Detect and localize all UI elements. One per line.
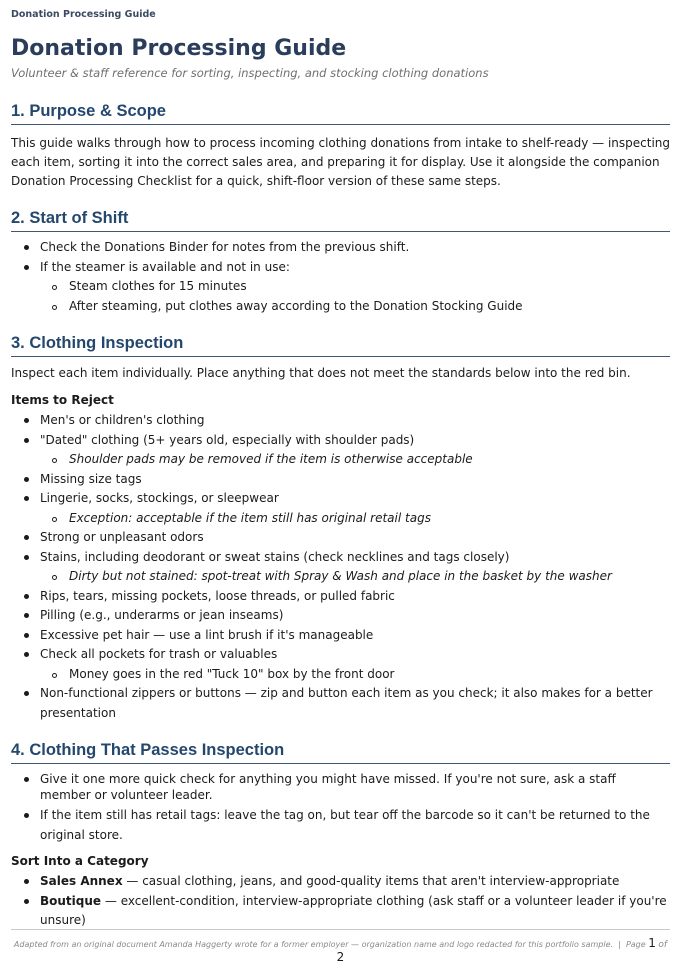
document-title: Donation Processing Guide — [11, 36, 347, 61]
document-subtitle: Volunteer & staff reference for sorting, inspecting, and stocking clothing donations — [11, 66, 489, 80]
page-label: Page — [625, 940, 646, 949]
sub-bullet-list — [11, 450, 670, 470]
category-description: — excellent-condition, interview-appropriate clothing (ask staff or a volunteer leader if you're unsure) — [40, 893, 667, 927]
bullet-list — [11, 528, 670, 567]
section-heading: 2. Start of Shift — [11, 208, 670, 232]
list-item: Steam clothes for 15 minutes — [40, 277, 670, 297]
list-item: Check all pockets for trash or valuables — [11, 645, 670, 665]
sub-bullet-list — [11, 509, 670, 529]
category-list — [11, 872, 670, 931]
list-item: Money goes in the red "Tuck 10" box by the front door — [40, 665, 670, 685]
list-item: Stains, including deodorant or sweat stains (check necklines and tags closely) — [11, 548, 670, 568]
section-heading: 4. Clothing That Passes Inspection — [11, 740, 670, 764]
list-item: Excessive pet hair — use a lint brush if it's manageable — [11, 626, 670, 646]
section-purpose — [11, 101, 670, 191]
bullet-list — [11, 587, 670, 665]
list-item: After steaming, put clothes away according to the Donation Stocking Guide — [40, 297, 670, 317]
list-item: If the item still has retail tags: leave the tag on, but tear off the barcode so it can't be returned to the original store. — [11, 806, 670, 845]
category-name: Sales Annex — [40, 874, 123, 888]
sub-bullet-list — [11, 567, 670, 587]
list-item: Lingerie, socks, stockings, or sleepwear — [11, 489, 670, 509]
section-heading: 3. Clothing Inspection — [11, 333, 670, 357]
list-item: Exception: acceptable if the item still has original retail tags — [40, 509, 670, 529]
page-of-label: of — [658, 940, 668, 950]
list-item: Missing size tags — [11, 470, 670, 490]
page-total: 2 — [336, 950, 345, 964]
bullet-list — [11, 770, 670, 845]
section-paragraph: This guide walks through how to process incoming clothing donations from intake to shelf-ready — inspecting each item, sorting it into the correct sales area, and preparing it for display. Use it alongside the companion Donation Processing Checklist for a quick, shift-floor version of these same steps. — [11, 136, 671, 188]
list-item: Dirty but not stained: spot-treat with Spray & Wash and place in the basket by the washer — [40, 567, 670, 587]
running-header: Donation Processing Guide — [11, 9, 156, 20]
list-item: Rips, tears, missing pockets, loose threads, or pulled fabric — [11, 587, 670, 607]
bullet-list — [11, 238, 670, 277]
sub-bullet-list — [11, 277, 670, 316]
category-description: — casual clothing, jeans, and good-quality items that aren't interview-appropriate — [122, 874, 620, 888]
subheading-items-to-reject: Items to Reject — [11, 393, 114, 407]
page-footer — [11, 929, 670, 964]
section-paragraph: Inspect each item individually. Place anything that does not meet the standards below into the red bin. — [11, 366, 631, 380]
list-item: "Dated" clothing (5+ years old, especially with shoulder pads) — [11, 431, 670, 451]
subheading-sort-into-category: Sort Into a Category — [11, 854, 149, 868]
list-item: Pilling (e.g., underarms or jean inseams) — [11, 606, 670, 626]
section-start-of-shift — [11, 208, 670, 316]
list-item-sales-annex — [11, 872, 670, 892]
footer-separator: | — [618, 940, 621, 949]
bullet-list — [11, 470, 670, 509]
list-item: Shoulder pads may be removed if the item is otherwise acceptable — [40, 450, 670, 470]
bullet-list — [11, 411, 670, 450]
footer-note: Adapted from an original document Amanda Haggerty wrote for a former employer — organization name and logo redacted for this portfolio sample. — [13, 940, 614, 949]
list-item: Give it one more quick check for anything you might have missed. If you're not sure, ask a staff member or volunteer leader. — [11, 770, 670, 806]
bullet-list — [11, 684, 670, 723]
section-clothing-inspection — [11, 333, 670, 723]
list-item: Non-functional zippers or buttons — zip and button each item as you check; it also makes for a better presentation — [11, 684, 670, 723]
sub-bullet-list — [11, 665, 670, 685]
list-item: Men's or children's clothing — [11, 411, 670, 431]
list-item: If the steamer is available and not in use: — [11, 258, 670, 278]
list-item: Strong or unpleasant odors — [11, 528, 670, 548]
section-heading: 1. Purpose & Scope — [11, 101, 670, 125]
category-name: Boutique — [40, 893, 102, 908]
page-number: 1 — [648, 936, 656, 950]
section-passes-inspection — [11, 740, 670, 931]
list-item: Check the Donations Binder for notes from the previous shift. — [11, 238, 670, 258]
list-item-boutique — [11, 892, 670, 931]
